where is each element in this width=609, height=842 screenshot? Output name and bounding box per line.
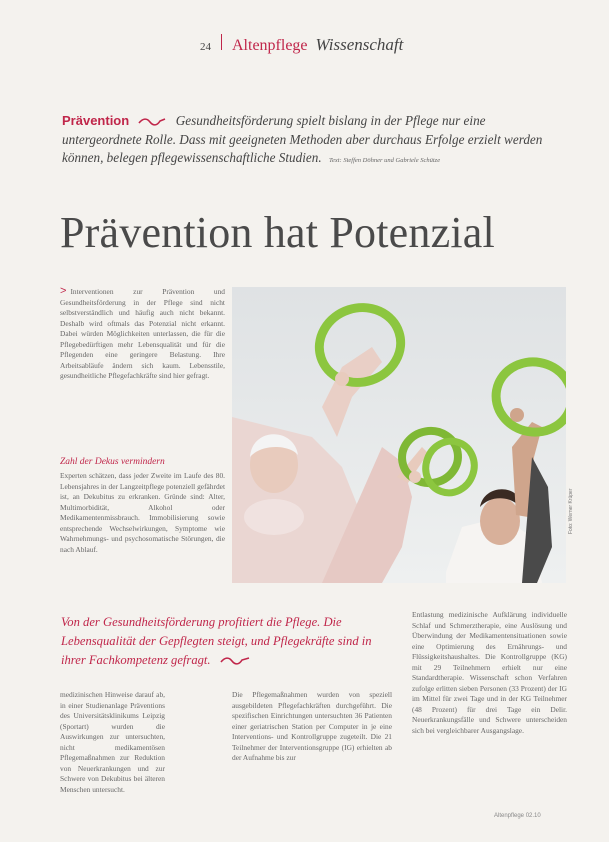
footer: Altenpflege 02.10	[494, 813, 541, 819]
body-text-bottom-2: Die Pflegemaßnahmen wurden von speziell ausgebildeten Pflegefachkräften durchgeführt. Die spezifischen Einrichtungen untersuchten 36 Patienten einer geriatrischen Station per Computer in je eine Interventions- und Kontrollgruppe zugeteilt. Die 21 Teilnehmer der Interventionsgruppe (IG) erhielten ab der Aufnahme bis zur	[232, 690, 392, 762]
page-number: 24	[200, 41, 211, 53]
squiggle-icon	[138, 117, 166, 127]
pull-quote	[61, 613, 386, 670]
article-photo	[232, 287, 566, 583]
body-text-bottom-1: medizinischen Hinweise darauf ab, in einer Studienanlage Präventions des Universitätsklinikums Leipzig (Sportart) wurden die Auswirkungen zur untersuchten, nicht medikamentösen Pflegemaßnahmen zur Reduktion von Neuerkrankungen und zur Schwere von Dekubitus bei älteren Menschen untersucht.	[60, 690, 165, 794]
photo-credit: Foto: Werner Krüper	[568, 488, 574, 534]
intro-body: Interventionen zur Prävention und Gesundheitsförderung in der Pflege sind nicht selbstverständlich und häufig auch nicht bekannt. Deshalb wird oftmals das Potenzial nicht erkannt. Dabei würden Möglichkeiten unterlassen, die für die Pflegebedürftigen mehr Lebensqualität und für die Pflegenden eine geringere Belastung. Ihre Arbeitsabläufe ändern sich kaum. Lebensstile, gesundheitliche Pflegefachkräfte sind hier gefragt.	[60, 287, 225, 380]
arrow-icon: >	[60, 285, 67, 297]
right-column-text: Entlastung medizinische Aufklärung individuelle Schlaf und Schmerztherapie, eine Auslösung und Überwindung der Medikamentensituationen sowie eine Optimierung des Ernährungs- und Flüssigkeitshaushaltes. Die Kontrollgruppe (KG) mit 29 Teilnehmern erhielt nur eine Standardtherapie. Wissenschaft schon Verfahren zufolge erlitten sieben Personen (33 Prozent) der IG im Mittel für zwei Tage und in der KG Teilnehmer (48 Prozent) für drei Tage ein Delir. Neuerkrankungsfälle und Schwere unterscheiden sich bei vergleichbarer Ausgangslage.	[412, 610, 567, 735]
squiggle-icon	[220, 656, 250, 666]
page-header	[200, 34, 403, 55]
header-divider	[221, 34, 222, 50]
pull-quote-text: Von der Gesundheitsförderung profitiert die Pflege. Die Lebensqualität der Gepflegten steigt, und Pflegekräfte sind in ihrer Fachkompetenz gefragt.	[61, 615, 372, 667]
intro-text	[60, 286, 225, 382]
author-credit: Text: Steffen Döhner und Gabriele Schütze	[328, 157, 441, 164]
body-text-1: Experten schätzen, dass jeder Zweite im Laufe des 80. Lebensjahres in der Langzeitpflege potenziell gefährdet ist, an Dekubitus zu erkranken. Gründe sind: Alter, Multimorbidität, Alkohol oder Medikamentenmissbrauch. Immobilisierung sowie entsprechende Wechselwirkungen, Symptome wie Wahrnehmungs- und psychosomatische Störungen, die nach Ablauf.	[60, 471, 225, 554]
subsection-name: Wissenschaft	[315, 35, 404, 54]
article-title: Prävention hat Potenzial	[60, 208, 495, 257]
lead-text: Gesundheitsförderung spielt bislang in der Pflege nur eine untergeordnete Rolle. Dass mit geeigneten Methoden aber durchaus Erfolge erzielt werden können, belegen pflegewissenschaftliche Studien.	[62, 113, 543, 165]
lead-paragraph	[62, 112, 552, 171]
subheading: Zahl der Dekus vermindern	[60, 457, 165, 467]
photo-illustration	[232, 287, 566, 583]
section-name: Altenpflege	[232, 37, 308, 54]
lead-keyword: Prävention	[62, 113, 130, 128]
